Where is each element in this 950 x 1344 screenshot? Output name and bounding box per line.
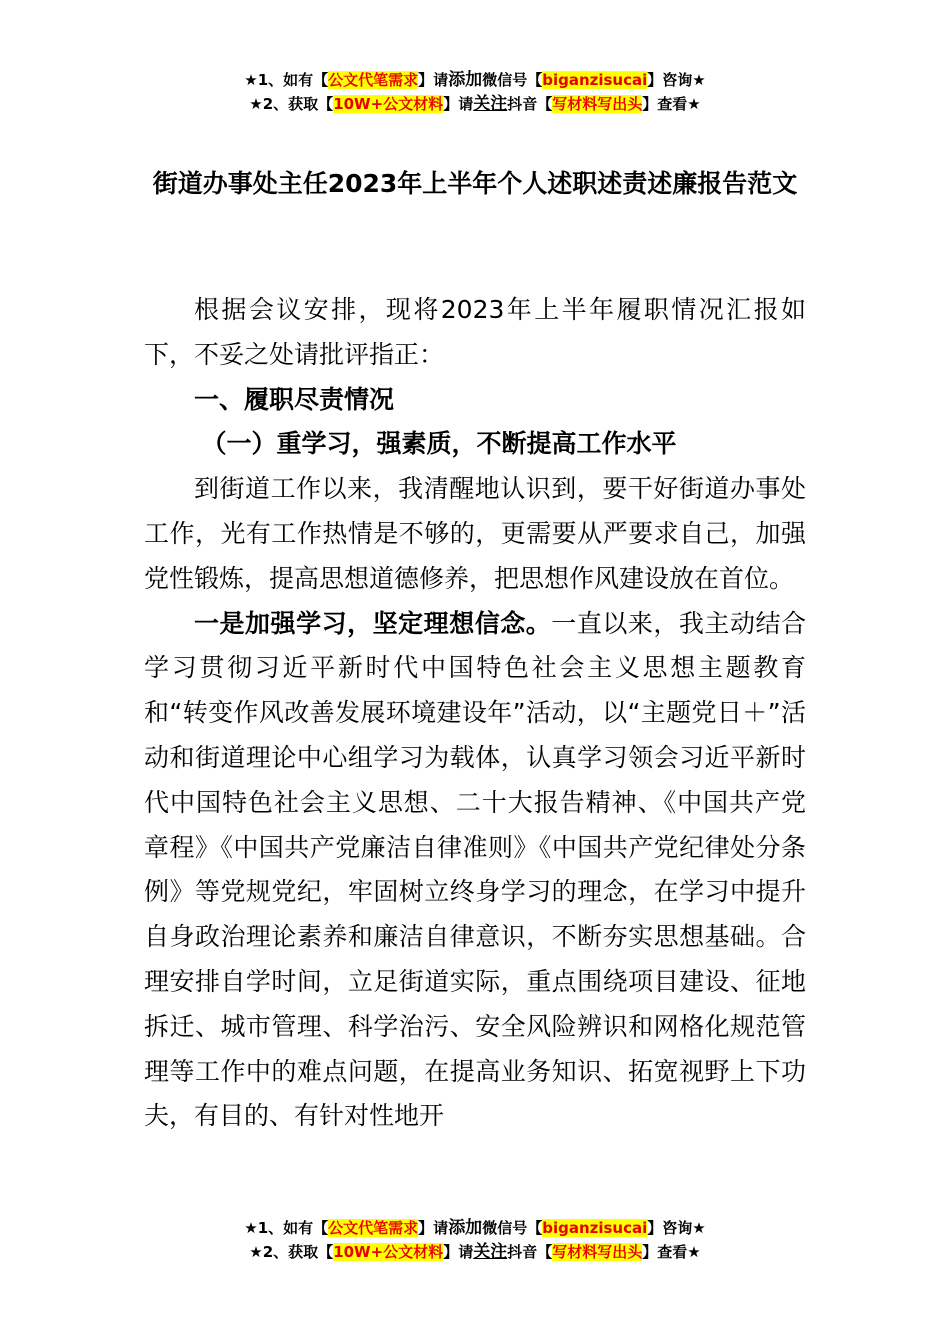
promo-wechat-id: biganzisucai (542, 71, 648, 89)
promo-highlight: 10W+公文材料 (333, 1243, 444, 1261)
promo-emphasis: 添加 (448, 1218, 483, 1238)
promo-text: 】咨询★ (647, 71, 706, 89)
promo-header (0, 68, 950, 116)
body-paragraph-2 (144, 602, 806, 1140)
promo-douyin-id: 写材料写出头 (552, 1243, 643, 1261)
promo-text: 】请 (418, 1219, 449, 1237)
promo-highlight: 公文代笔需求 (328, 71, 419, 89)
promo-text: 】请 (443, 1243, 474, 1261)
document-body (144, 288, 806, 1139)
promo-text: ★2、获取【 (249, 1243, 334, 1261)
promo-line-2 (0, 1240, 950, 1264)
promo-line-1 (0, 1216, 950, 1240)
promo-text: 】请 (418, 71, 449, 89)
promo-text: ★1、如有【 (244, 1219, 329, 1237)
promo-douyin-id: 写材料写出头 (552, 95, 643, 113)
document-title: 街道办事处主任2023年上半年个人述职述责述廉报告范文 (152, 169, 798, 198)
body-paragraph-1: 到街道工作以来，我清醒地认识到，要干好街道办事处工作，光有工作热情是不够的，更需要从严要求自己，加强党性锻炼，提高思想道德修养，把思想作风建设放在首位。 (144, 474, 806, 593)
promo-line-2 (0, 92, 950, 116)
subsection-heading: （一）重学习，强素质，不断提高工作水平 (201, 429, 677, 459)
promo-text: 微信号【 (482, 71, 543, 89)
promo-text: 】咨询★ (647, 1219, 706, 1237)
promo-text: 】请 (443, 95, 474, 113)
promo-highlight: 10W+公文材料 (333, 95, 444, 113)
promo-emphasis: 添加 (448, 70, 483, 90)
promo-emphasis: 关注 (473, 94, 508, 114)
promo-footer (0, 1216, 950, 1264)
paragraph-body: 一直以来，我主动结合学习贯彻习近平新时代中国特色社会主义思想主题教育和“转变作风改善发展环境建设年”活动，以“主题党日＋”活动和街道理论中心组学习为载体，认真学习领会习近平新时代中国特色社会主义思想、二十大报告精神、《中国共产党章程》《中国共产党廉洁自律准则》《中国共产党纪律处分条例》等党规党纪，牢固树立终身学习的理念，在学习中提升自身政治理论素养和廉洁自律意识，不断夯实思想基础。合理安排自学时间，立足街道实际，重点围绕项目建设、征地拆迁、城市管理、科学治污、安全风险辨识和网格化规范管理等工作中的难点问题，在提高业务知识、拓宽视野上下功夫，有目的、有针对性地开 (144, 608, 806, 1131)
promo-text: 抖音【 (507, 95, 553, 113)
promo-emphasis: 关注 (473, 1242, 508, 1262)
promo-text: ★1、如有【 (244, 71, 329, 89)
promo-line-1 (0, 68, 950, 92)
paragraph-lead: 一是加强学习，坚定理想信念。 (194, 608, 552, 638)
promo-text: ★2、获取【 (249, 95, 334, 113)
promo-wechat-id: biganzisucai (542, 1219, 648, 1237)
promo-text: 微信号【 (482, 1219, 543, 1237)
section-heading: 一、履职尽责情况 (194, 384, 395, 414)
promo-text: 】查看★ (642, 1243, 701, 1261)
promo-text: 】查看★ (642, 95, 701, 113)
promo-text: 抖音【 (507, 1243, 553, 1261)
promo-highlight: 公文代笔需求 (328, 1219, 419, 1237)
intro-paragraph: 根据会议安排，现将2023年上半年履职情况汇报如下，不妥之处请批评指正： (144, 295, 806, 369)
